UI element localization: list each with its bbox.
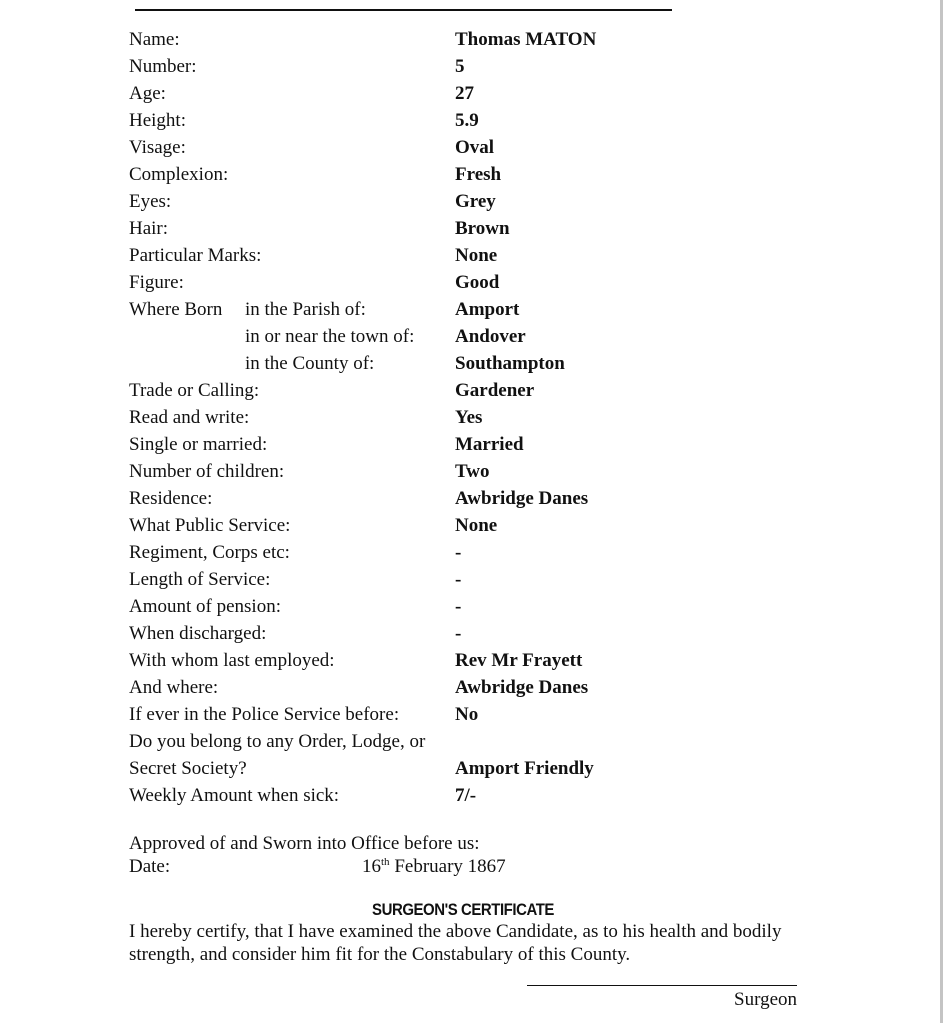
field-row-particular-marks: [129, 242, 829, 269]
field-value: Fresh: [455, 164, 502, 185]
society-value: Amport Friendly: [455, 758, 594, 779]
field-label: Eyes:: [129, 191, 172, 212]
field-label: Hair:: [129, 218, 169, 239]
field-value: -: [455, 542, 462, 563]
certificate-title: SURGEON'S CERTIFICATE: [372, 900, 554, 919]
field-value: Two: [455, 461, 490, 482]
field-value: Yes: [455, 407, 483, 428]
parish-value: Amport: [455, 299, 520, 320]
field-value: Awbridge Danes: [455, 677, 589, 698]
county-label: in the County of:: [245, 353, 375, 374]
field-value: Grey: [455, 191, 496, 212]
field-label: Name:: [129, 29, 180, 50]
field-row-last-employer: [129, 647, 829, 674]
field-row-eyes: [129, 188, 829, 215]
field-value: Married: [455, 434, 524, 455]
field-label: Particular Marks:: [129, 245, 262, 266]
field-row-birth-parish: [129, 296, 829, 323]
field-value: Thomas MATON: [455, 29, 597, 50]
field-label: Complexion:: [129, 164, 229, 185]
county-value: Southampton: [455, 353, 565, 374]
date-value: [362, 855, 506, 878]
field-value: -: [455, 623, 462, 644]
date-suffix: th: [381, 856, 390, 868]
field-row-weekly-amount: [129, 782, 829, 809]
town-value: Andover: [455, 326, 526, 347]
field-row-prior-police: [129, 701, 829, 728]
field-label: Height:: [129, 110, 186, 131]
field-row-complexion: [129, 161, 829, 188]
field-row-employer-location: [129, 674, 829, 701]
field-label: Length of Service:: [129, 569, 271, 590]
field-value: None: [455, 515, 498, 536]
field-label: What Public Service:: [129, 515, 291, 536]
field-row-visage: [129, 134, 829, 161]
date-rest: February 1867: [389, 856, 506, 877]
field-label: Figure:: [129, 272, 184, 293]
field-row-residence: [129, 485, 829, 512]
field-value: 5.9: [455, 110, 479, 131]
date-label: Date:: [129, 856, 171, 877]
approval-statement: Approved of and Sworn into Office before us:: [129, 833, 480, 854]
field-value: -: [455, 596, 462, 617]
field-value: 5: [455, 56, 465, 77]
weekly-value: 7/-: [455, 785, 477, 806]
society-label-line2: Secret Society?: [129, 758, 247, 779]
field-value: Oval: [455, 137, 495, 158]
field-label: Number of children:: [129, 461, 285, 482]
signature-line: [527, 985, 797, 986]
parish-label: in the Parish of:: [245, 299, 366, 320]
field-row-pension: [129, 593, 829, 620]
field-label: Number:: [129, 56, 197, 77]
field-row-regiment: [129, 539, 829, 566]
field-row-birth-town: [129, 323, 829, 350]
field-label: If ever in the Police Service before:: [129, 704, 400, 725]
field-row-children: [129, 458, 829, 485]
field-label: Trade or Calling:: [129, 380, 260, 401]
field-value: -: [455, 569, 462, 590]
field-value: Good: [455, 272, 500, 293]
weekly-label: Weekly Amount when sick:: [129, 785, 340, 806]
field-label: Single or married:: [129, 434, 268, 455]
date-day: 16: [362, 856, 381, 877]
approval-section: [129, 832, 829, 878]
field-row-discharged: [129, 620, 829, 647]
field-row-marital-status: [129, 431, 829, 458]
recruit-details: [129, 26, 829, 809]
top-rule: [135, 9, 672, 11]
field-row-figure: [129, 269, 829, 296]
field-row-name: [129, 26, 829, 53]
field-label: With whom last employed:: [129, 650, 335, 671]
signature-label: Surgeon: [734, 989, 797, 1010]
field-label: And where:: [129, 677, 219, 698]
field-row-hair: [129, 215, 829, 242]
field-value: 27: [455, 83, 474, 104]
field-value: None: [455, 245, 498, 266]
field-value: No: [455, 704, 479, 725]
field-row-number: [129, 53, 829, 80]
field-label: Amount of pension:: [129, 596, 281, 617]
field-row-birth-county: [129, 350, 829, 377]
field-row-public-service: [129, 512, 829, 539]
society-label-line1: Do you belong to any Order, Lodge, or: [129, 731, 426, 752]
field-value: Rev Mr Frayett: [455, 650, 583, 671]
field-row-trade: [129, 377, 829, 404]
field-label: Age:: [129, 83, 166, 104]
field-label: When discharged:: [129, 623, 267, 644]
field-label: Visage:: [129, 137, 186, 158]
approval-date-row: [129, 855, 829, 878]
field-row-age: [129, 80, 829, 107]
field-value: Awbridge Danes: [455, 488, 589, 509]
field-row-society-question: [129, 728, 829, 755]
field-value: Brown: [455, 218, 510, 239]
field-row-length-of-service: [129, 566, 829, 593]
field-label: Read and write:: [129, 407, 250, 428]
town-label: in or near the town of:: [245, 326, 415, 347]
field-label: Residence:: [129, 488, 213, 509]
field-row-height: [129, 107, 829, 134]
field-row-society-answer: [129, 755, 829, 782]
certificate-body: I hereby certify, that I have examined the above Candidate, as to his health and bodily strength, and consider him fit for the Constabulary of this County.: [129, 921, 782, 965]
field-row-read-write: [129, 404, 829, 431]
field-value: Gardener: [455, 380, 535, 401]
field-label: Regiment, Corps etc:: [129, 542, 290, 563]
where-born-label: Where Born: [129, 299, 223, 320]
